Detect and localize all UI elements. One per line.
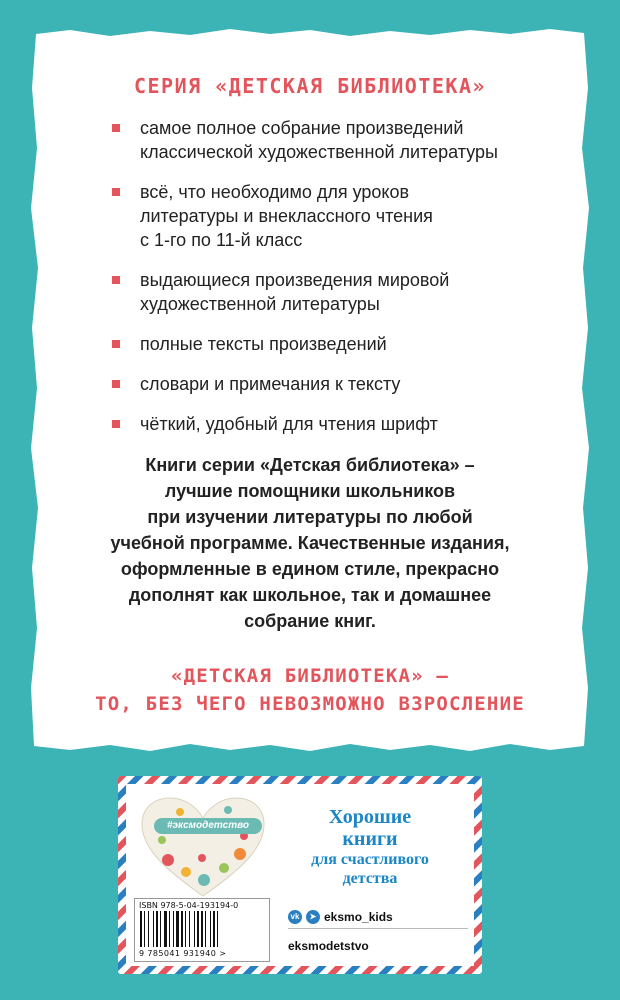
feature-text: самое полное собрание произведений классической художественной литературы xyxy=(140,118,498,162)
bullet-square-icon xyxy=(112,188,120,196)
feature-item xyxy=(112,332,572,356)
social-links xyxy=(288,906,468,957)
feature-text: выдающиеся произведения мировой художественной литературы xyxy=(140,270,450,314)
tagline-line: книги xyxy=(342,828,398,850)
barcode-number: 9 785041 931940 > xyxy=(139,949,227,958)
bullet-square-icon xyxy=(112,380,120,388)
torn-paper-panel xyxy=(30,28,590,752)
feature-text: словари и примечания к тексту xyxy=(140,374,401,394)
feature-text: всё, что необходимо для уроков литературы и внеклассного чтения с 1-го по 11-й класс xyxy=(140,182,433,250)
tagline-line: Хорошие xyxy=(328,806,412,828)
feature-text: полные тексты произведений xyxy=(140,334,387,354)
social-handle: eksmo_kids xyxy=(324,910,393,924)
barcode-bars-icon xyxy=(140,911,264,947)
series-title: СЕРИЯ «ДЕТСКАЯ БИБЛИОТЕКА» xyxy=(133,74,487,98)
publisher-envelope xyxy=(118,776,482,974)
series-slogan: «ДЕТСКАЯ БИБЛИОТЕКА» – ТО, БЕЗ ЧЕГО НЕВОЗМОЖНО ВЗРОСЛЕНИЕ xyxy=(95,665,525,715)
heart-illustration-icon xyxy=(140,796,266,900)
feature-item xyxy=(112,372,572,396)
bullet-square-icon xyxy=(112,420,120,428)
feature-list xyxy=(112,116,572,452)
social-handle: eksmodetstvo xyxy=(288,939,369,953)
feature-item xyxy=(112,268,572,316)
feature-item xyxy=(112,412,572,436)
bullet-square-icon xyxy=(112,276,120,284)
tagline-line: для счастливого xyxy=(311,851,429,868)
feature-item xyxy=(112,116,572,164)
feature-item xyxy=(112,180,572,252)
series-description: Книги серии «Детская библиотека» – лучшие помощники школьников при изучении литературы по любой учебной программе. Качественные издания, оформленные в едином стиле, прекрасно дополнят как школьное, так и домашнее собрание книг. xyxy=(110,455,510,631)
feature-text: чёткий, удобный для чтения шрифт xyxy=(140,414,438,434)
social-row-kids[interactable] xyxy=(288,906,468,929)
vk-icon: vk xyxy=(288,910,302,924)
social-row-detstvo[interactable] xyxy=(288,935,468,957)
hashtag-label: #эксмодетство xyxy=(154,818,262,834)
bullet-square-icon xyxy=(112,340,120,348)
telegram-icon: ➤ xyxy=(306,910,320,924)
barcode xyxy=(134,898,270,962)
tagline-line: детства xyxy=(342,870,398,887)
bullet-square-icon xyxy=(112,124,120,132)
isbn-label: ISBN 978-5-04-193194-0 xyxy=(139,901,239,910)
publisher-tagline xyxy=(278,806,462,888)
